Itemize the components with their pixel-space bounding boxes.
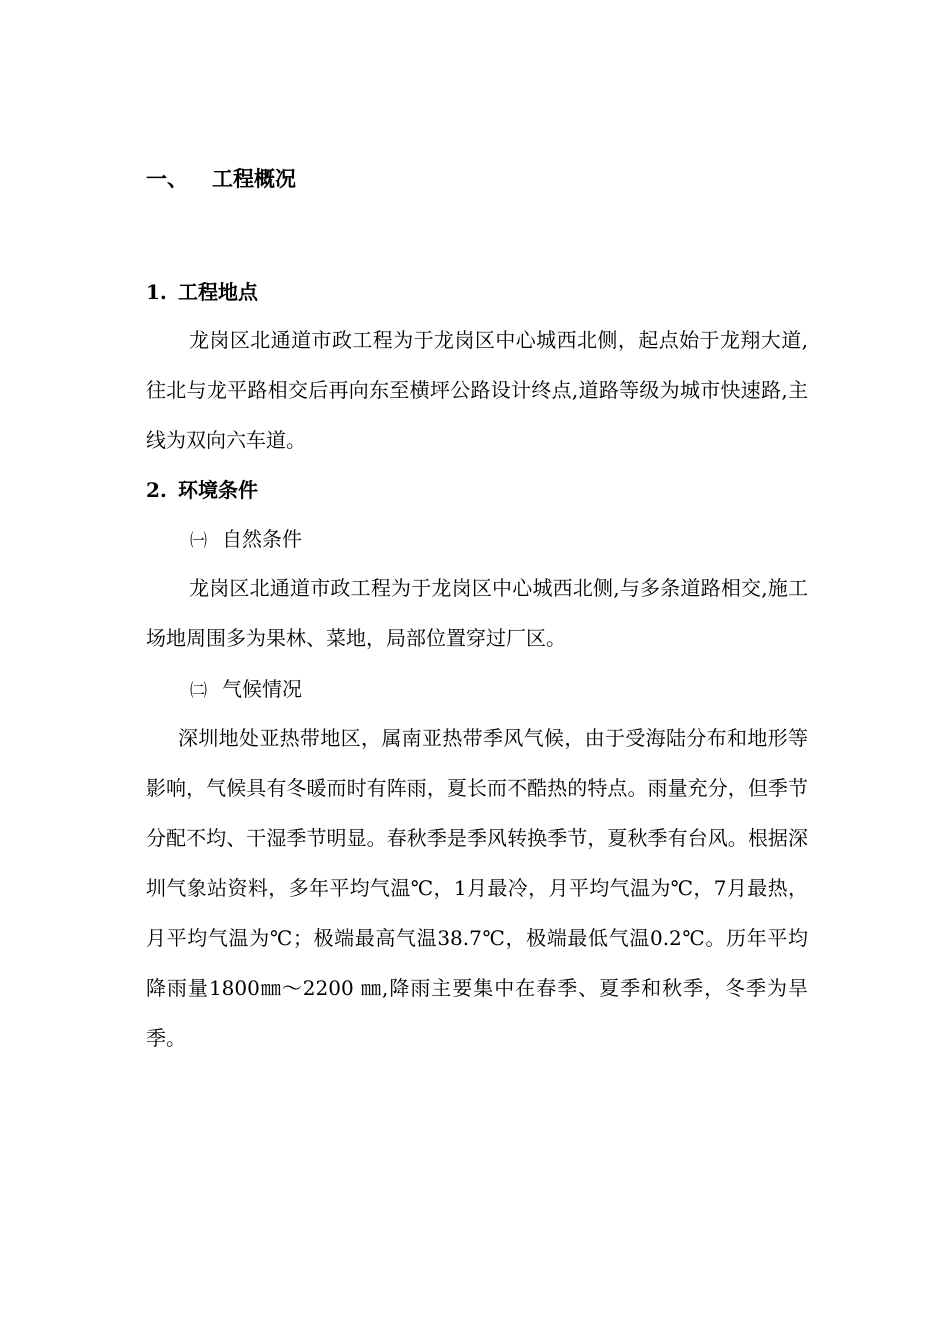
section-heading-overview: [146, 162, 296, 196]
heading-project-location: [146, 275, 258, 309]
paragraph-climate: 深圳地处亚热带地区，属南亚热带季风气候，由于受海陆分布和地形等影响，气候具有冬暖而时有阵雨，夏长而不酷热的特点。雨量充分，但季节分配不均、干湿季节明显。春秋季是季风转换季节，夏秋季有台风。根据深圳气象站资料，多年平均气温℃，1月最冷，月平均气温为℃，7月最热，月平均气温为℃；极端最高气温38.7℃，极端最低气温0.2℃。历年平均降雨量1800㎜～2200 ㎜,降雨主要集中在春季、夏季和秋季，冬季为旱季。: [146, 726, 808, 1050]
section-title: 工程概况: [212, 166, 296, 191]
item-number: 1.: [146, 280, 167, 304]
section-number: 一、: [146, 166, 188, 191]
subheading-climate: [190, 672, 302, 708]
item-number: 2.: [146, 478, 167, 502]
heading-environment-conditions: [146, 473, 258, 507]
sub-number: ㈠: [190, 531, 207, 551]
item-title: 环境条件: [178, 478, 258, 502]
subheading-natural-conditions: [190, 522, 302, 558]
item-title: 工程地点: [178, 280, 258, 304]
sub-title: 气候情况: [222, 677, 302, 701]
paragraph-natural-conditions: 龙岗区北通道市政工程为于龙岗区中心城西北侧,与多条道路相交,施工场地周围多为果林、菜地，局部位置穿过厂区。: [146, 576, 808, 650]
sub-number: ㈡: [190, 681, 207, 701]
paragraph-project-location: 龙岗区北通道市政工程为于龙岗区中心城西北侧，起点始于龙翔大道,往北与龙平路相交后再向东至横坪公路设计终点,道路等级为城市快速路,主线为双向六车道。: [146, 328, 808, 452]
sub-title: 自然条件: [222, 527, 302, 551]
